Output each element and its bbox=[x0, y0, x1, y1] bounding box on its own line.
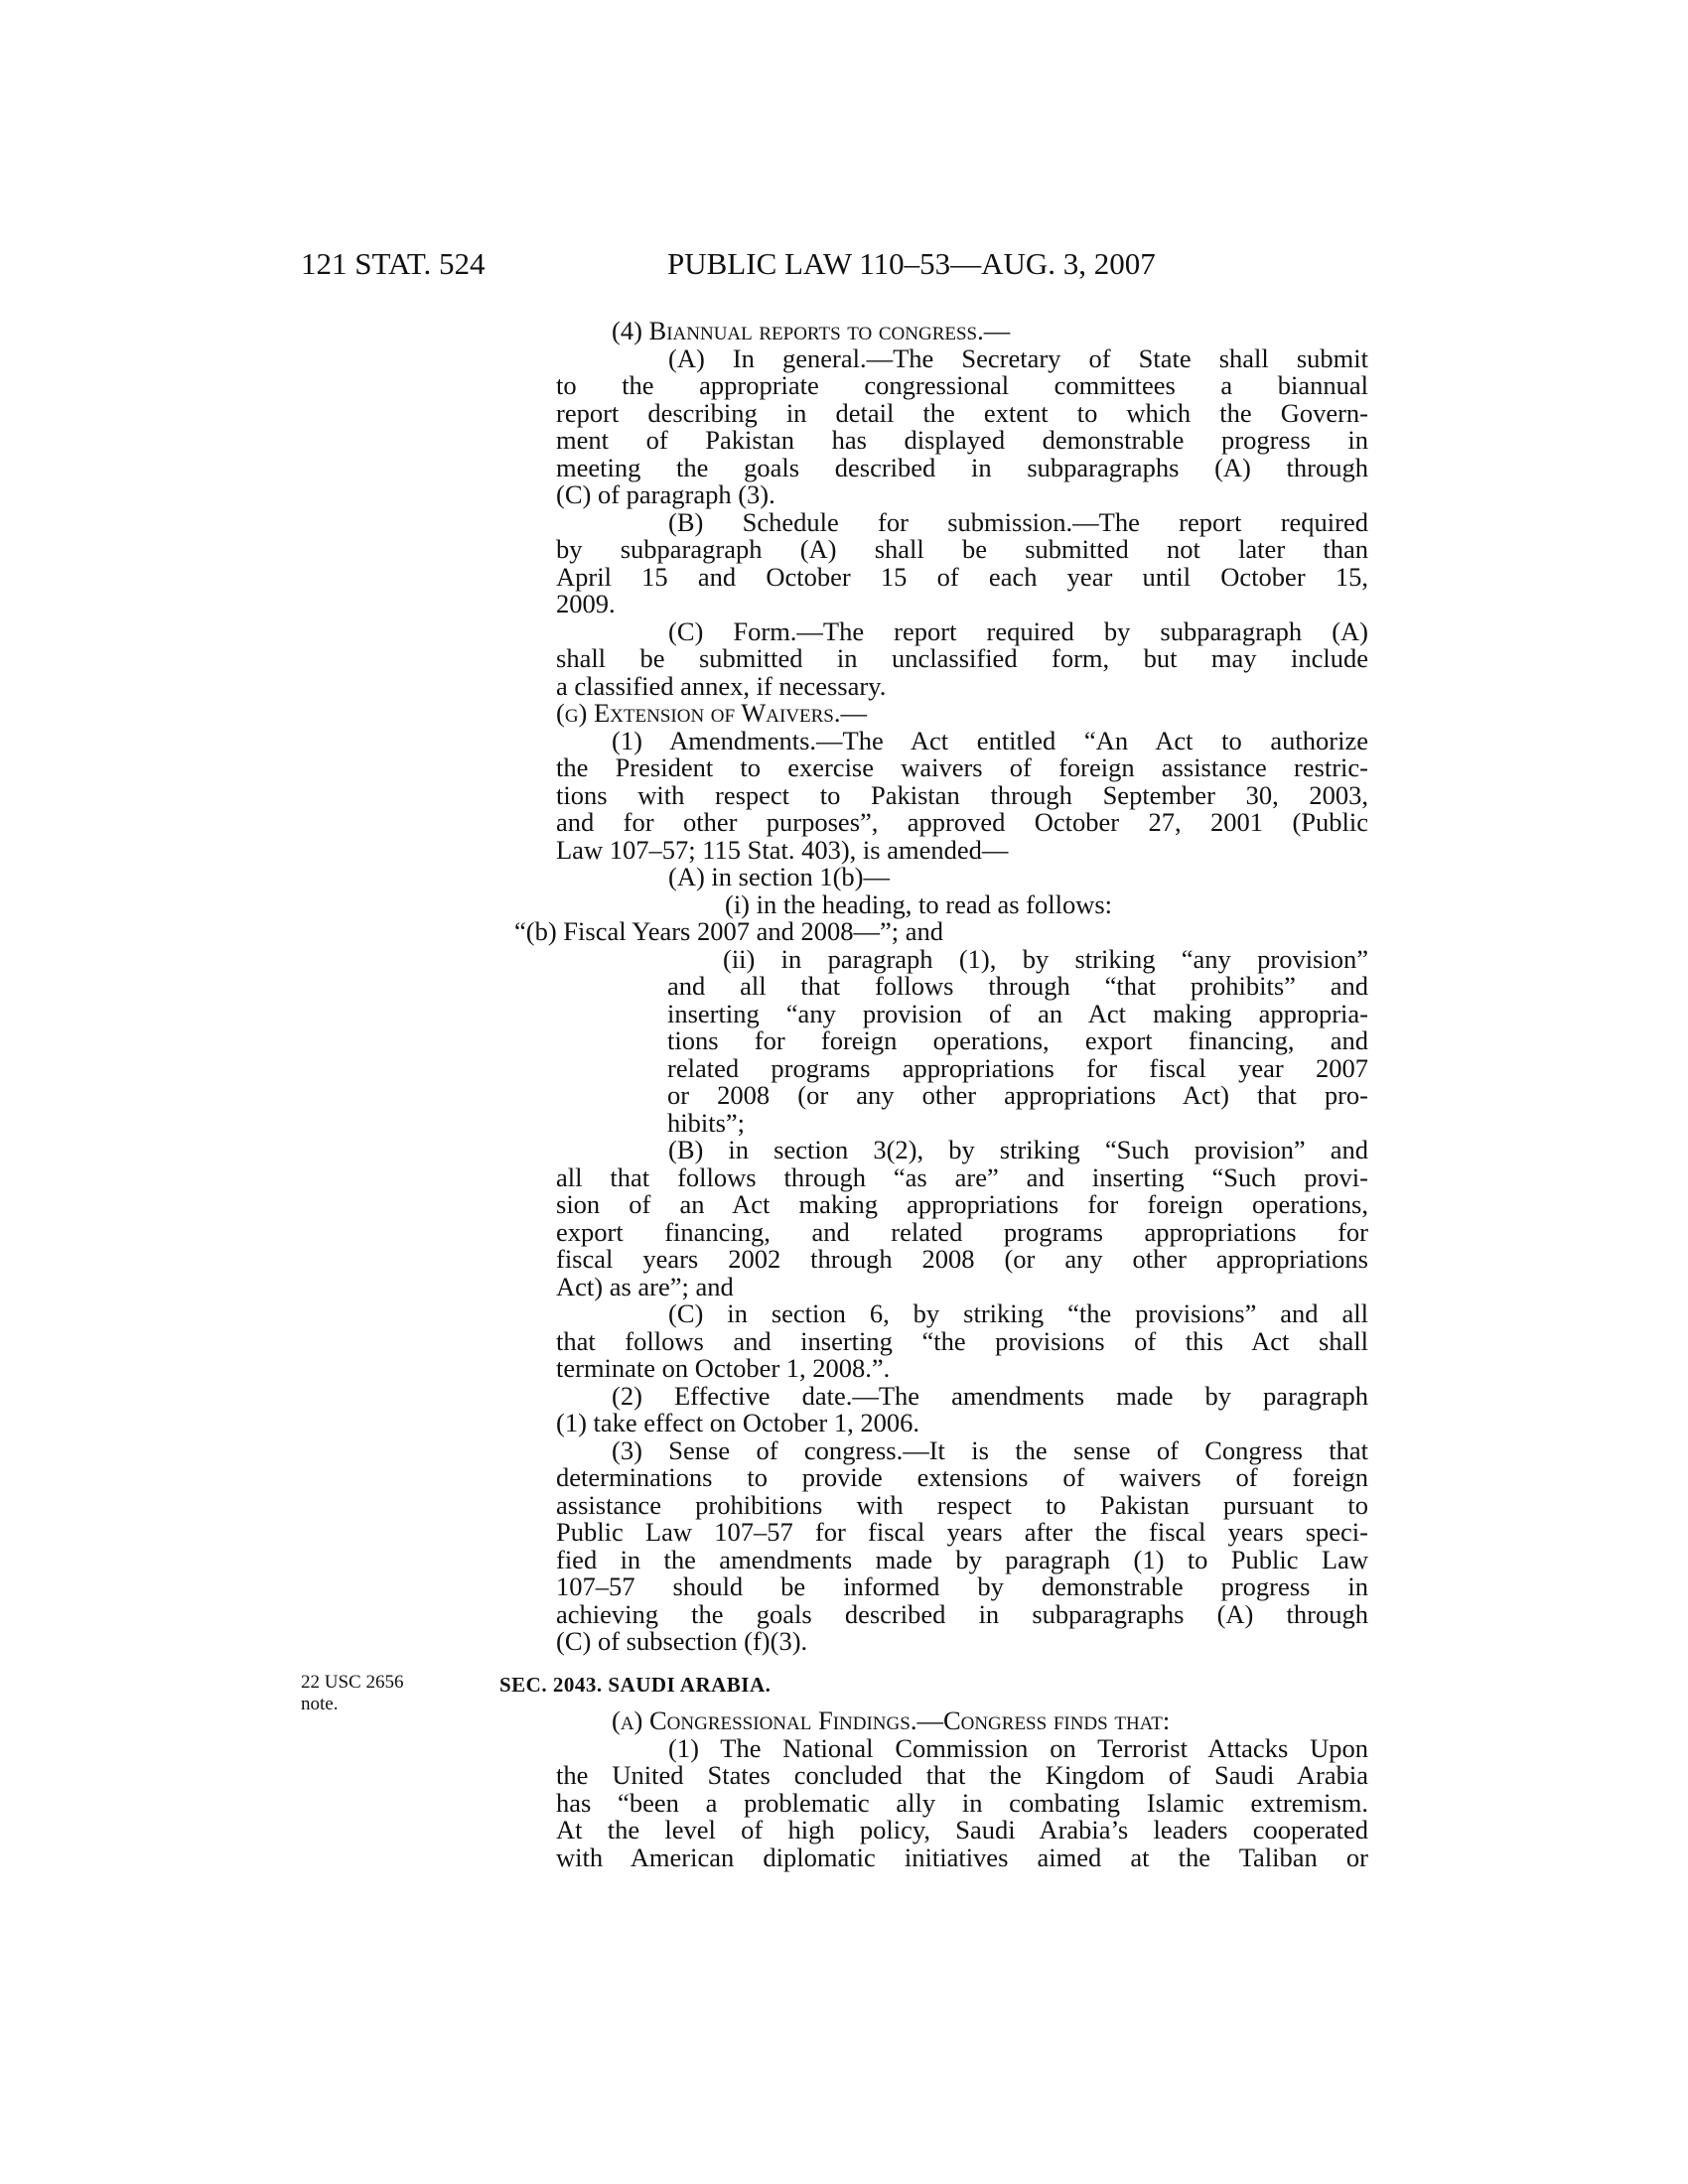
paragraph-line: export financing, and related programs appropriations for bbox=[556, 1216, 1368, 1247]
paragraph-line: terminate on October 1, 2008.”. bbox=[556, 1353, 891, 1383]
paragraph-line: fiscal years 2002 through 2008 (or any other appropriations bbox=[556, 1244, 1368, 1274]
paragraph-line: determinations to provide extensions of waivers of foreign bbox=[556, 1462, 1368, 1492]
paragraph-line: that follows and inserting “the provisions of this Act shall bbox=[556, 1325, 1368, 1356]
section-2043-text bbox=[556, 1707, 1368, 1871]
paragraph-line: At the level of high policy, Saudi Arabia’s leaders cooperated bbox=[556, 1815, 1368, 1844]
quoted-heading-line: “(b) Fiscal Years 2007 and 2008—”; and bbox=[514, 916, 944, 946]
paragraph-line: and for other purposes”, approved October 27, 2001 (Public bbox=[556, 807, 1368, 837]
paragraph-line: tions with respect to Pakistan through September 30, 2003, bbox=[556, 779, 1368, 810]
paragraph-line: Law 107–57; 115 Stat. 403), is amended— bbox=[556, 834, 1009, 865]
paragraph-line: achieving the goals described in subparagraphs (A) through bbox=[556, 1598, 1368, 1629]
section-heading: SEC. 2043. SAUDI ARABIA. bbox=[499, 1673, 772, 1697]
paragraph-line: related programs appropriations for fiscal year 2007 bbox=[667, 1052, 1368, 1083]
paragraph-line: or 2008 (or any other appropriations Act) that pro- bbox=[667, 1080, 1368, 1110]
subsection-heading: (a) Congressional Findings.—Congress finds that: bbox=[612, 1706, 1171, 1735]
margin-note-label: note. bbox=[301, 1694, 339, 1714]
paragraph-line: 2009. bbox=[556, 589, 616, 618]
paragraph-line: (C) Form.—The report required by subparagraph (A) bbox=[668, 615, 1368, 646]
paragraph-line: inserting “any provision of an Act making appropria- bbox=[667, 998, 1368, 1028]
paragraph-line: April 15 and October 15 of each year until October 15, bbox=[556, 561, 1368, 592]
paragraph-line: (C) of subsection (f)(3). bbox=[556, 1626, 808, 1656]
paragraph-line: (i) in the heading, to read as follows: bbox=[725, 888, 1113, 919]
paragraph-line: Public Law 107–57 for fiscal years after the fiscal years speci- bbox=[556, 1517, 1368, 1547]
paragraph-line: sion of an Act making appropriations for foreign operations, bbox=[556, 1189, 1368, 1219]
paragraph-line: with American diplomatic initiatives aimed at the Taliban or bbox=[556, 1842, 1368, 1872]
paragraph-line: ment of Pakistan has displayed demonstrable progress in bbox=[556, 425, 1368, 455]
paragraph-line: hibits”; bbox=[667, 1107, 746, 1138]
paragraph-line: (1) Amendments.—The Act entitled “An Act to authorize bbox=[612, 725, 1368, 755]
paragraph-line: by subparagraph (A) shall be submitted not later than bbox=[556, 534, 1368, 564]
paragraph-line: a classified annex, if necessary. bbox=[556, 670, 887, 701]
law-text-body bbox=[514, 316, 1368, 1656]
paragraph-line: all that follows through “as are” and inserting “Such provi- bbox=[556, 1161, 1368, 1192]
paragraph-line: fied in the amendments made by paragraph (1) to Public Law bbox=[556, 1544, 1368, 1574]
running-head-law-title: PUBLIC LAW 110–53—AUG. 3, 2007 bbox=[667, 246, 1156, 281]
paragraph-line: 107–57 should be informed by demonstrable progress in bbox=[556, 1571, 1368, 1601]
paragraph-line: (B) in section 3(2), by striking “Such provision” and bbox=[668, 1135, 1368, 1164]
paragraph-line: Act) as are”; and bbox=[556, 1271, 734, 1301]
margin-note-citation: 22 USC 2656 bbox=[301, 1672, 404, 1693]
paragraph-line: the President to exercise waivers of foreign assistance restric- bbox=[556, 752, 1368, 782]
paragraph-line: (A) in section 1(b)— bbox=[668, 862, 890, 891]
paragraph-line: (1) take effect on October 1, 2006. bbox=[556, 1408, 919, 1437]
paragraph-line: (C) in section 6, by striking “the provisions” and all bbox=[668, 1298, 1368, 1328]
paragraph-line: (1) The National Commission on Terrorist Attacks Upon bbox=[668, 1732, 1368, 1763]
paragraph-line: (B) Schedule for submission.—The report required bbox=[668, 506, 1368, 537]
paragraph-line: (C) of paragraph (3). bbox=[556, 479, 775, 509]
paragraph-line: to the appropriate congressional committees a biannual bbox=[556, 370, 1368, 400]
statute-page-number: 121 STAT. 524 bbox=[301, 246, 486, 281]
page-header bbox=[0, 244, 1688, 284]
paragraph-line: (ii) in paragraph (1), by striking “any provision” bbox=[723, 943, 1368, 974]
subsection-heading: (g) Extension of Waivers.— bbox=[556, 698, 867, 728]
margin-note bbox=[301, 1672, 420, 1715]
paragraph-line: has “been a problematic ally in combating Islamic extremism. bbox=[556, 1787, 1368, 1818]
paragraph-line: (A) In general.—The Secretary of State shall submit bbox=[668, 342, 1368, 373]
paragraph-line: (2) Effective date.—The amendments made by paragraph bbox=[612, 1380, 1368, 1411]
paragraph-line: (4) Biannual reports to congress.— bbox=[612, 316, 1011, 345]
hanging-clause-ii bbox=[556, 943, 1368, 1138]
paragraph-line: (3) Sense of congress.—It is the sense of Congress that bbox=[612, 1434, 1368, 1465]
paragraph-line: tions for foreign operations, export financing, and bbox=[667, 1025, 1368, 1055]
paragraph-line: meeting the goals described in subparagraphs (A) through bbox=[556, 452, 1368, 482]
paragraph-line: and all that follows through “that prohibits” and bbox=[667, 971, 1368, 1001]
paragraph-line: assistance prohibitions with respect to Pakistan pursuant to bbox=[556, 1489, 1368, 1520]
paragraph-line: the United States concluded that the Kingdom of Saudi Arabia bbox=[556, 1760, 1368, 1790]
paragraph-line: shall be submitted in unclassified form, but may include bbox=[556, 643, 1368, 673]
paragraph-line: report describing in detail the extent to which the Govern- bbox=[556, 397, 1368, 428]
